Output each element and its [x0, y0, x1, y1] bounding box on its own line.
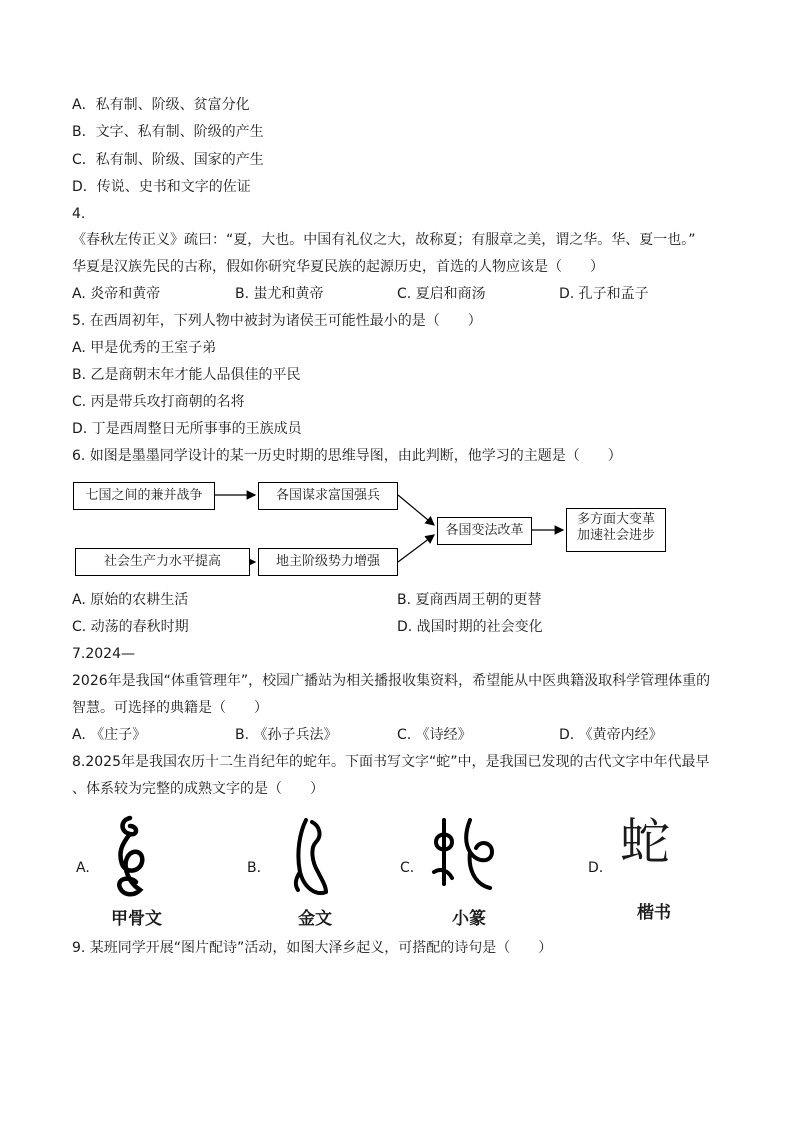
q4-option-c: C. 夏启和商汤 — [397, 286, 486, 302]
glyph-label-seal: 小篆 — [452, 909, 486, 929]
q3-option-c: C．私有制、阶级、国家的产生 — [72, 152, 264, 168]
q8-stem-line1: 8.2025年是我国农历十二生肖纪年的蛇年。下面书写文字“蛇”中，是我国已发现的古代文字中年代最早 — [72, 754, 710, 770]
q7-stem-line1: 7.2024— — [72, 646, 135, 662]
mind-map-box-landlords: 地主阶级势力增强 — [258, 548, 398, 576]
q3-option-a: A．私有制、阶级、贫富分化 — [72, 97, 250, 113]
q5-option-a: A. 甲是优秀的王室子弟 — [72, 340, 217, 356]
q5-option-c: C. 丙是带兵攻打商朝的名将 — [72, 394, 245, 410]
q4-number: 4. — [72, 206, 86, 222]
mind-map-box-productivity: 社会生产力水平提高 — [75, 548, 250, 576]
q7-option-b: B. 《孙子兵法》 — [235, 727, 338, 743]
q6-option-b: B. 夏商西周王朝的更替 — [397, 592, 542, 608]
glyph-letter-b: B. — [247, 860, 262, 876]
glyph-letter-a: A. — [76, 860, 90, 876]
q4-option-b: B. 蚩尤和黄帝 — [235, 286, 324, 302]
q6-option-c: C. 动荡的春秋时期 — [72, 619, 189, 635]
q6-option-a: A. 原始的农耕生活 — [72, 592, 189, 608]
arrow-box2-box5 — [398, 495, 434, 525]
glyph-letter-d: D. — [588, 860, 604, 876]
q7-stem-line2: 2026年是我国“体重管理年”，校园广播站为相关播报收集资料，希望能从中医典籍汲取科学管理体重的 — [72, 673, 711, 689]
q5-option-d: D. 丁是西周整日无所事事的王族成员 — [72, 421, 302, 437]
glyph-label-regular: 楷书 — [637, 903, 671, 923]
glyph-label-bronze: 金文 — [298, 909, 332, 929]
q7-option-a: A. 《庄子》 — [72, 727, 147, 743]
q6-option-d: D. 战国时期的社会变化 — [397, 619, 543, 635]
progress-line2: 加速社会进步 — [576, 528, 655, 543]
q3-option-b: B．文字、私有制、阶级的产生 — [72, 124, 264, 140]
q6-stem: 6. 如图是墨墨同学设计的某一历史时期的思维导图，由此判断，他学习的主题是（ ） — [72, 448, 622, 464]
mind-map-box-strengthen: 各国谋求富国强兵 — [258, 482, 398, 510]
q5-option-b: B. 乙是商朝末年才能人品俱佳的平民 — [72, 367, 301, 383]
glyph-letter-c: C. — [400, 860, 415, 876]
arrow-box4-box5 — [398, 535, 434, 562]
q9-stem: 9. 某班同学开展“图片配诗”活动，如图大泽乡起义，可搭配的诗句是（ ） — [72, 940, 553, 956]
q7-option-c: C. 《诗经》 — [397, 727, 472, 743]
bronze-snake-icon — [282, 812, 342, 902]
glyph-label-oracle: 甲骨文 — [111, 909, 162, 929]
progress-line1: 多方面大变革 — [576, 512, 655, 527]
q4-option-a: A. 炎帝和黄帝 — [72, 286, 161, 302]
q3-option-d: D．传说、史书和文字的佐证 — [72, 179, 251, 195]
oracle-bone-snake-icon — [100, 812, 160, 902]
q5-stem: 5. 在西周初年，下列人物中被封为诸侯王可能性最小的是（ ） — [72, 313, 482, 329]
mind-map-box-progress — [566, 508, 666, 552]
mind-map-box-reform: 各国变法改革 — [437, 517, 532, 545]
q4-stem-line1: 《春秋左传正义》疏曰：“夏，大也。中国有礼仪之大，故称夏；有服章之美，谓之华。华、夏一也。” — [72, 232, 696, 248]
q7-stem-line3: 智慧。可选择的典籍是（ ） — [72, 700, 268, 716]
mind-map-box-wars: 七国之间的兼并战争 — [73, 482, 215, 510]
small-seal-snake-icon — [430, 812, 500, 902]
q4-option-d: D. 孔子和孟子 — [559, 286, 649, 302]
regular-script-snake-char: 蛇 — [620, 813, 670, 871]
q8-stem-line2: 、体系较为完整的成熟文字的是（ ） — [72, 781, 324, 797]
q7-option-d: D. 《黄帝内经》 — [559, 727, 663, 743]
q4-stem-line2: 华夏是汉族先民的古称，假如你研究华夏民族的起源历史，首选的人物应该是（ ） — [72, 259, 604, 275]
